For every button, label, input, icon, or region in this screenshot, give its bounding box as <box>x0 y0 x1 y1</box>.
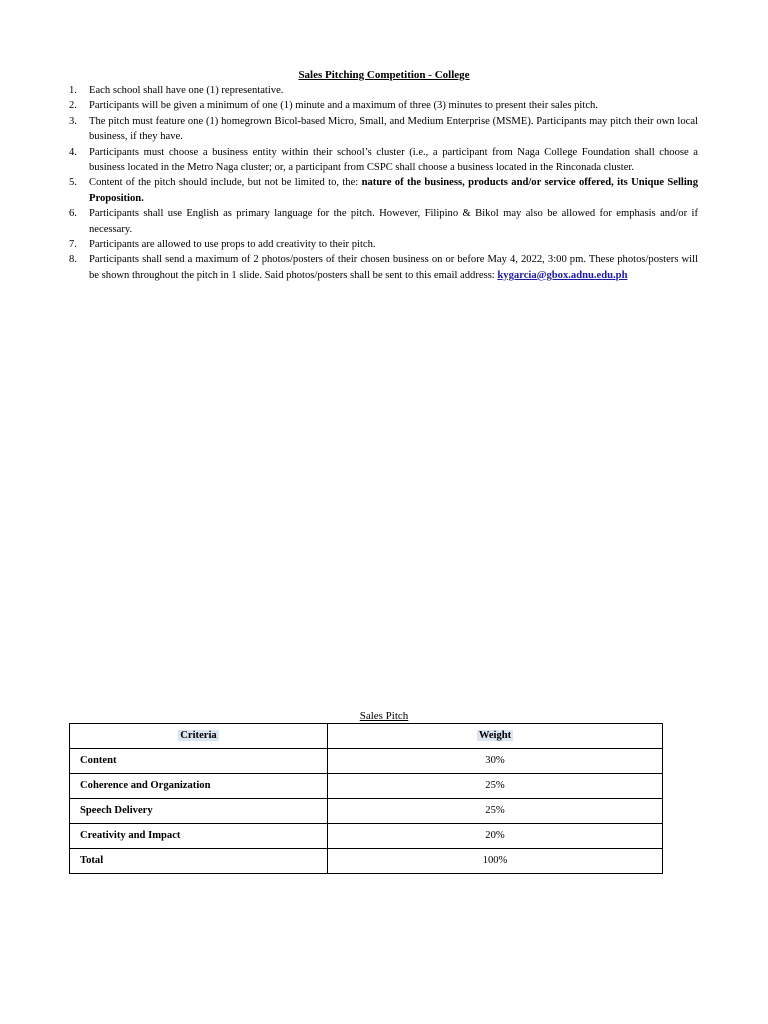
rule-text: The pitch must feature one (1) homegrown Bicol-based Micro, Small, and Medium Enterprise (MSME). Participants may pitch their own local business, if they have. <box>89 115 698 143</box>
rule-text-emphasis: nature of the business, products and/or service offered, its Unique Selling Proposition. <box>89 177 699 204</box>
table-row <box>70 824 663 849</box>
rule-text: Participants must choose a business entity within their school’s cluster (i.e., a participant from Naga College Foundation shall choose a business located in the Metro Naga cluster; or, a participant from CSPC shall choose a business located in the Rinconada cluster. <box>89 146 698 174</box>
criteria-cell: Creativity and Impact <box>70 824 328 849</box>
rule-item <box>69 206 698 237</box>
weight-cell: 25% <box>328 774 663 799</box>
rule-item <box>69 252 698 283</box>
rule-number: 3. <box>69 115 77 127</box>
rules-list <box>69 83 698 283</box>
document-title: Sales Pitching Competition - College <box>298 69 470 81</box>
rule-item <box>69 145 698 176</box>
criteria-cell: Coherence and Organization <box>70 774 328 799</box>
table-row <box>70 749 663 774</box>
rule-number: 7. <box>69 239 77 251</box>
rule-text: Each school shall have one (1) representative. <box>89 85 284 96</box>
criteria-cell: Content <box>70 749 328 774</box>
rubric-table <box>69 723 663 874</box>
weight-header <box>328 724 663 749</box>
table-header-row <box>70 724 663 749</box>
criteria-header-label: Criteria <box>180 730 217 741</box>
rule-item <box>69 175 698 206</box>
rule-item <box>69 237 698 252</box>
criteria-cell: Speech Delivery <box>70 799 328 824</box>
rubric-title: Sales Pitch <box>359 710 409 722</box>
table-row-total <box>70 849 663 874</box>
rule-item <box>69 83 698 98</box>
rule-text: Participants are allowed to use props to add creativity to their pitch. <box>89 239 376 251</box>
rule-item <box>69 114 698 145</box>
rule-item <box>69 98 698 113</box>
weight-cell: 100% <box>328 849 663 874</box>
weight-cell: 30% <box>328 749 663 774</box>
rule-number: 4. <box>69 146 77 158</box>
rule-text: Participants will be given a minimum of one (1) minute and a maximum of three (3) minutes to present their sales pitch. <box>89 100 598 112</box>
email-link[interactable]: kygarcia@gbox.adnu.edu.ph <box>497 269 628 281</box>
rule-text: Participants shall use English as primary language for the pitch. However, Filipino & Bikol may also be allowed for emphasis and/or if necessary. <box>89 208 698 235</box>
rule-text: Content of the pitch should include, but not be limited to, the: <box>89 177 362 189</box>
criteria-header <box>70 724 328 749</box>
criteria-cell: Total <box>70 849 328 874</box>
rule-number: 2. <box>69 100 77 112</box>
rule-text: Participants shall send a maximum of 2 photos/posters of their chosen business on or before May 4, 2022, 3:00 pm. These photos/posters will be shown throughout the pitch in 1 slide. Said photos/posters shall be sent to this email address: <box>89 254 698 281</box>
rule-number: 1. <box>69 85 77 96</box>
weight-cell: 25% <box>328 799 663 824</box>
weight-header-label: Weight <box>478 730 512 741</box>
table-row <box>70 774 663 799</box>
rule-number: 5. <box>69 177 77 189</box>
rule-number: 6. <box>69 208 77 220</box>
rule-number: 8. <box>69 254 77 266</box>
weight-cell: 20% <box>328 824 663 849</box>
table-row <box>70 799 663 824</box>
